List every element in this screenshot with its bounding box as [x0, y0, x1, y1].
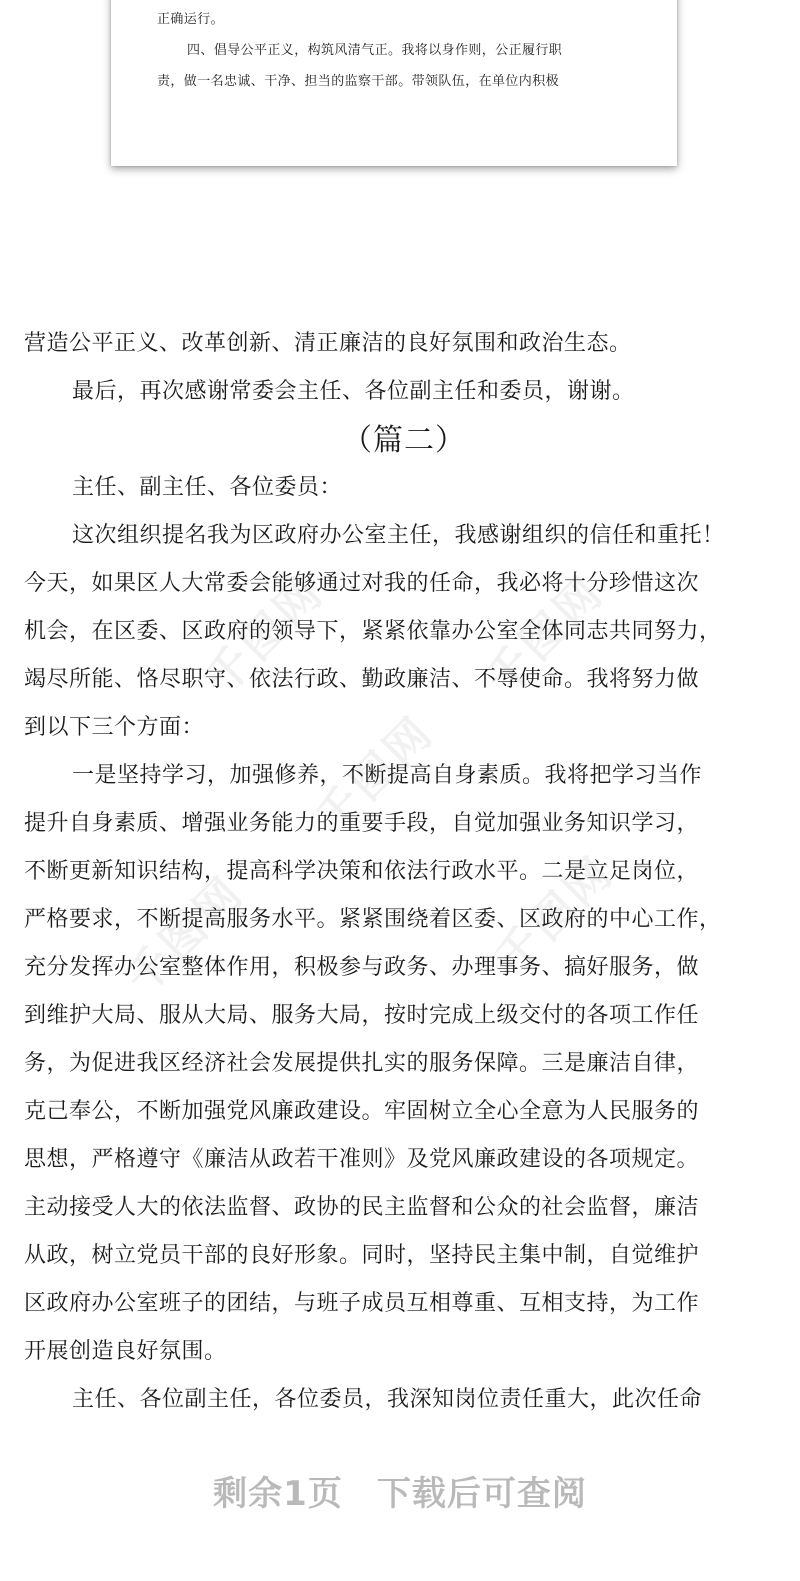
paragraph-line: 区政府办公室班子的团结，与班子成员互相尊重、互相支持，为工作 — [24, 1291, 700, 1316]
paragraph-line: 最后，再次感谢常委会主任、各位副主任和委员，谢谢。 — [72, 379, 635, 404]
paragraph-line: 严格要求，不断提高服务水平。紧紧围绕着区委、区政府的中心工作， — [24, 907, 722, 932]
download-prompt[interactable] — [0, 1466, 800, 1515]
download-to-view-label: 下载后可查阅 — [376, 1474, 587, 1514]
paragraph-line: 务，为促进我区经济社会发展提供扎实的服务保障。三是廉洁自律， — [24, 1051, 700, 1076]
watermark: 千图网 — [196, 566, 335, 705]
watermark: 千图网 — [486, 846, 625, 985]
section-heading: （篇二） — [342, 423, 466, 458]
document-preview-card — [111, 0, 677, 166]
paragraph-line: 主动接受人大的依法监督、政协的民主监督和公众的社会监督，廉洁 — [24, 1195, 700, 1220]
paragraph-line: 营造公平正义、改革创新、清正廉洁的良好氛围和政治生态。 — [24, 331, 632, 356]
document-body — [24, 320, 784, 1424]
paragraph-line: 竭尽所能、恪尽职守、依法行政、勤政廉洁、不辱使命。我将努力做 — [24, 667, 700, 692]
paragraph-line: 不断更新知识结构，提高科学决策和依法行政水平。二是立足岗位， — [24, 859, 700, 884]
paragraph-line: 到维护大局、服从大局、服务大局，按时完成上级交付的各项工作任 — [24, 1003, 700, 1028]
watermark: 千图网 — [306, 706, 445, 845]
salutation: 主任、副主任、各位委员： — [72, 475, 343, 500]
preview-line: 责，做一名忠诚、干净、担当的监察干部。带领队伍，在单位内积极 — [157, 74, 560, 89]
paragraph-line: 到以下三个方面： — [24, 715, 205, 740]
preview-line: 正确运行。 — [157, 12, 225, 27]
paragraph-line: 开展创造良好氛围。 — [24, 1339, 227, 1364]
paragraph-line: 今天，如果区人大常委会能够通过对我的任命，我必将十分珍惜这次 — [24, 571, 700, 596]
paragraph-line: 主任、各位副主任，各位委员，我深知岗位责任重大，此次任命 — [72, 1387, 703, 1412]
paragraph-line: 机会，在区委、区政府的领导下，紧紧依靠办公室全体同志共同努力， — [24, 619, 722, 644]
remaining-pages-label: 剩余1页 — [213, 1474, 343, 1514]
paragraph-line: 克己奉公，不断加强党风廉政建设。牢固树立全心全意为人民服务的 — [24, 1099, 700, 1124]
watermark: 千图网 — [476, 566, 615, 705]
paragraph-line: 思想，严格遵守《廉洁从政若干准则》及党风廉政建设的各项规定。 — [24, 1147, 700, 1172]
paragraph-line: 提升自身素质、增强业务能力的重要手段，自觉加强业务知识学习， — [24, 811, 700, 836]
preview-line: 四、倡导公平正义，构筑风清气正。我将以身作则，公正履行职 — [187, 43, 563, 58]
paragraph-line: 充分发挥办公室整体作用，积极参与政务、办理事务、搞好服务，做 — [24, 955, 700, 980]
paragraph-line: 从政，树立党员干部的良好形象。同时，坚持民主集中制，自觉维护 — [24, 1243, 700, 1268]
paragraph-line: 一是坚持学习，加强修养，不断提高自身素质。我将把学习当作 — [72, 763, 703, 788]
watermark: 千图网 — [116, 866, 255, 1005]
paragraph-line: 这次组织提名我为区政府办公室主任，我感谢组织的信任和重托！ — [72, 523, 725, 548]
